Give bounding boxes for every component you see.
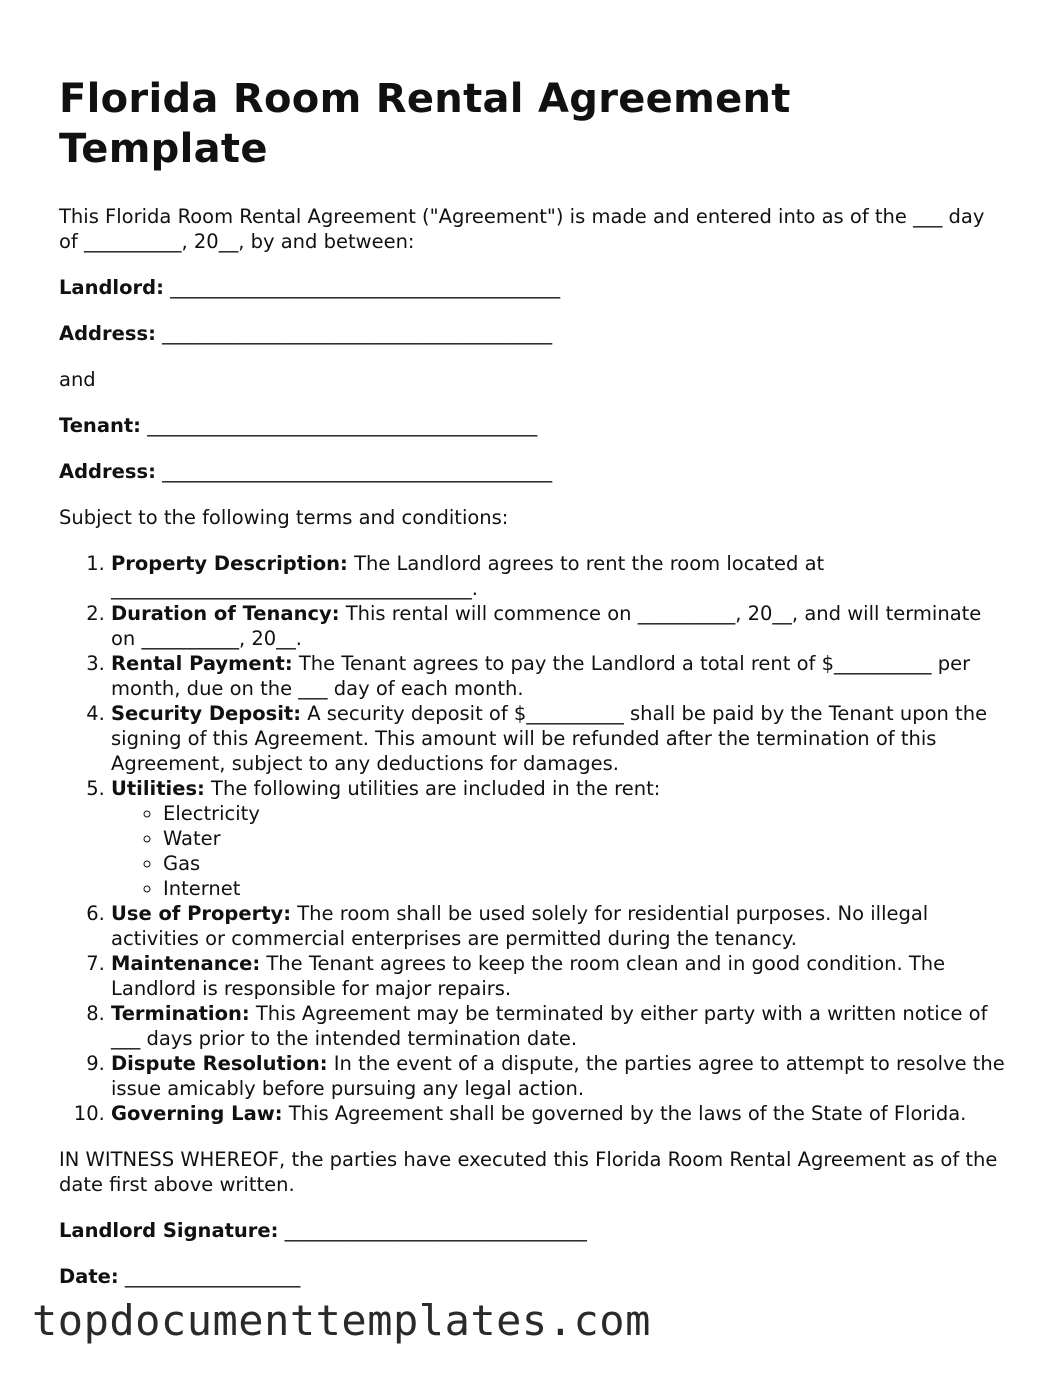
landlord-signature-blank: _______________________________ <box>284 1219 587 1242</box>
term-item <box>111 551 1009 601</box>
term-text: This Agreement may be terminated by either party with a written notice of ___ days prior to the intended termination date. <box>111 1002 988 1050</box>
utility-item: ◦ Water <box>163 826 1009 851</box>
term-title: Property Description: <box>111 552 348 575</box>
landlord-address-field <box>59 321 1009 346</box>
term-item <box>111 901 1009 951</box>
utility-item: ◦ Electricity <box>163 801 1009 826</box>
term-text: A security deposit of $__________ shall be paid by the Tenant upon the signing of this Agreement. This amount will be refunded after the termination of this Agreement, subject to any deductions for damages. <box>111 702 988 775</box>
landlord-address-blank: ________________________________________ <box>162 322 553 345</box>
and-text: and <box>59 368 96 391</box>
term-item <box>111 951 1009 1001</box>
witness-paragraph: IN WITNESS WHEREOF, the parties have executed this Florida Room Rental Agreement as of the date first above written. <box>59 1148 998 1196</box>
watermark-text: topdocumenttemplates.com <box>32 1296 651 1345</box>
term-text: The Landlord agrees to rent the room located at _____________________________________. <box>111 552 825 600</box>
tenant-blank: ________________________________________ <box>147 414 538 437</box>
tenant-address-blank: ________________________________________ <box>162 460 553 483</box>
landlord-signature-field <box>59 1218 1009 1243</box>
term-item <box>111 701 1009 776</box>
term-title: Termination: <box>111 1002 250 1025</box>
term-text: The Tenant agrees to pay the Landlord a total rent of $__________ per month, due on the ___ day of each month. <box>111 652 971 700</box>
term-item <box>111 776 1009 901</box>
tenant-label: Tenant: <box>59 414 141 437</box>
landlord-signature-label: Landlord Signature: <box>59 1219 279 1242</box>
term-text: This rental will commence on __________, 20__, and will terminate on __________, 20__. <box>111 602 982 650</box>
date-blank: __________________ <box>124 1265 301 1288</box>
tenant-address-label: Address: <box>59 460 156 483</box>
utilities-list <box>111 801 1009 901</box>
term-title: Security Deposit: <box>111 702 302 725</box>
term-text: In the event of a dispute, the parties agree to attempt to resolve the issue amicably before pursuing any legal action. <box>111 1052 1005 1100</box>
term-title: Utilities: <box>111 777 205 800</box>
term-title: Use of Property: <box>111 902 292 925</box>
term-title: Governing Law: <box>111 1102 283 1125</box>
term-item <box>111 651 1009 701</box>
date-label: Date: <box>59 1265 119 1288</box>
landlord-blank: ________________________________________ <box>170 276 561 299</box>
term-item <box>111 1001 1009 1051</box>
term-title: Duration of Tenancy: <box>111 602 340 625</box>
term-item <box>111 1051 1009 1101</box>
tenant-address-field <box>59 459 1009 484</box>
term-text: The room shall be used solely for residential purposes. No illegal activities or commercial enterprises are permitted during the tenancy. <box>111 902 929 950</box>
date-field <box>59 1264 1009 1289</box>
term-title: Dispute Resolution: <box>111 1052 328 1075</box>
document-page <box>59 74 1009 1310</box>
term-title: Rental Payment: <box>111 652 293 675</box>
term-text: The Tenant agrees to keep the room clean and in good condition. The Landlord is responsible for major repairs. <box>111 952 946 1000</box>
tenant-field <box>59 413 1009 438</box>
utility-item: ◦ Gas <box>163 851 1009 876</box>
term-text: This Agreement shall be governed by the laws of the State of Florida. <box>288 1102 967 1125</box>
landlord-address-label: Address: <box>59 322 156 345</box>
term-text: The following utilities are included in the rent: <box>211 777 661 800</box>
terms-list <box>59 551 1009 1126</box>
landlord-label: Landlord: <box>59 276 164 299</box>
document-title: Florida Room Rental Agreement Template <box>59 76 791 172</box>
subject-text: Subject to the following terms and conditions: <box>59 506 509 529</box>
term-item <box>111 601 1009 651</box>
term-item <box>111 1101 1009 1126</box>
landlord-field <box>59 275 1009 300</box>
utility-item: ◦ Internet <box>163 876 1009 901</box>
intro-paragraph: This Florida Room Rental Agreement ("Agreement") is made and entered into as of the ___ day of __________, 20__, by and between: <box>59 205 985 253</box>
term-title: Maintenance: <box>111 952 261 975</box>
